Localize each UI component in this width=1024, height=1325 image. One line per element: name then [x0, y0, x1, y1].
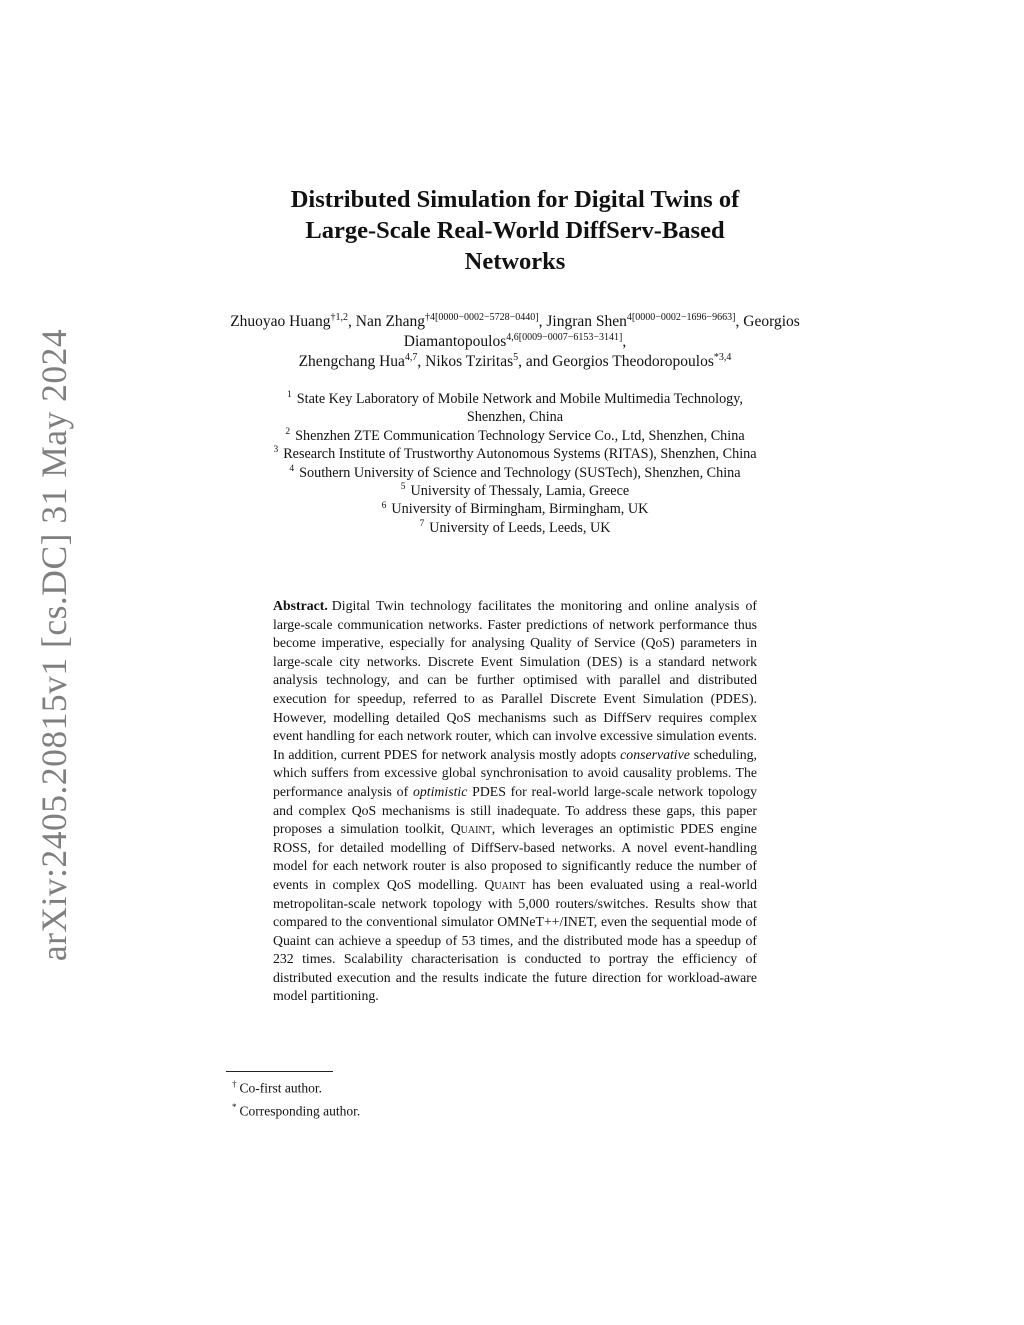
affiliation-item [200, 500, 830, 518]
abstract-emphasis: optimistic [412, 783, 468, 799]
affiliation-number: 3 [273, 445, 279, 456]
abstract-emphasis: conservative [620, 746, 690, 762]
affiliation-list [200, 390, 830, 537]
affiliation-text: University of Leeds, Leeds, UK [429, 519, 611, 536]
affiliation-number: 5 [400, 482, 406, 493]
affiliation-text: State Key Laboratory of Mobile Network and Mobile Multimedia Technology, [296, 391, 743, 407]
affiliation-item [200, 390, 830, 408]
author-name: Nan Zhang [355, 313, 426, 330]
affiliation-number: 4 [289, 463, 295, 474]
author-name: Zhuoyao Huang [230, 313, 331, 330]
footnote-mark: * [232, 1101, 237, 1112]
affiliation-text: Research Institute of Trustworthy Autonomous Systems (RITAS), Shenzhen, China [283, 446, 757, 463]
author-separator: , [417, 353, 426, 370]
title-line: Large-Scale Real-World DiffServ-Based [305, 217, 725, 244]
abstract-label: Abstract. [273, 598, 328, 613]
abstract [273, 597, 757, 1006]
paper-title [200, 184, 830, 277]
affiliation-text: University of Thessaly, Lamia, Greece [410, 483, 630, 500]
abstract-text: scheduling, which suffers from excessive global synchronisation to avoid causality problems. The performance analysis of [273, 746, 757, 799]
affiliation-text: Shenzhen ZTE Communication Technology Service Co., Ltd, Shenzhen, China [295, 427, 745, 444]
abstract-text: has been evaluated using a real-world metropolitan-scale network topology with 5,000 routers/switches. Results show that compared to the conventional simulator OMNeT++/INET, even the sequential mode of Quaint can achieve a speedup of 53 times, and the distributed mode has a speedup of 232 times. Scalability characterisation is conducted to portray the efficiency of distributed execution and the results indicate the future direction for workload-aware model partitioning. [273, 876, 757, 1004]
author-name: Jingran Shen [546, 313, 627, 330]
affiliation-number: 6 [381, 500, 387, 511]
abstract-text: Digital Twin technology facilitates the monitoring and online analysis of large-scale communication networks. Faster predictions of network performance thus become imperative, especially for analysing Quality of Service (QoS) parameters in large-scale city networks. Discrete Event Simulation (DES) is a standard network analysis technology, and can be further optimised with parallel and distributed execution for speedup, referred to as Parallel Discrete Event Simulation (PDES). However, modelling detailed QoS mechanisms such as DiffServ requires complex event handling for each network router, which can involve excessive simulation events. In addition, current PDES for network analysis mostly adopts [273, 598, 757, 762]
author-name: Nikos Tziritas [425, 353, 514, 370]
author-separator: , [622, 333, 627, 350]
affiliation-item [200, 427, 830, 445]
author-separator: , [348, 313, 356, 330]
footnote [232, 1098, 360, 1121]
footnote-mark: † [232, 1079, 237, 1089]
author-name: Georgios Theodoropoulos [552, 353, 714, 370]
arxiv-identifier-text: arXiv:2405.20815v1 [cs.DC] 31 May 2024 [34, 328, 74, 962]
affiliation-item [200, 482, 830, 500]
footnote-divider [226, 1071, 333, 1072]
tool-name: Quaint [450, 821, 492, 837]
affiliation-item [200, 445, 830, 463]
footnote-text: Corresponding author. [239, 1103, 361, 1118]
title-line: Networks [464, 248, 566, 275]
footnote [232, 1075, 360, 1098]
affiliation-item [200, 519, 830, 537]
abstract-text: , which leverages an optimistic PDES engine ROSS, for detailed modelling of DiffServ-based networks. A novel event-handling model for each network router is also proposed to significantly reduce the number of events in complex QoS modelling. [273, 821, 757, 892]
footnote-text: Co-first author. [239, 1080, 322, 1096]
author-separator: , and [518, 353, 553, 370]
author-separator: , [538, 313, 547, 330]
affiliation-item [200, 464, 830, 482]
affiliation-number: 2 [285, 427, 291, 438]
affiliation-text: Southern University of Science and Technology (SUSTech), Shenzhen, China [299, 464, 741, 481]
tool-name: Quaint [484, 876, 526, 892]
author-affiliation-mark: †4[0000−0002−5728−0440] [425, 311, 539, 323]
footnotes [232, 1075, 360, 1120]
title-line: Distributed Simulation for Digital Twins of [290, 186, 740, 213]
affiliation-text: University of Birmingham, Birmingham, UK [391, 501, 649, 518]
author-affiliation-mark: 5 [513, 351, 519, 363]
affiliation-number: 1 [287, 390, 292, 401]
abstract-text: PDES for real-world large-scale network topology and complex QoS mechanisms is still inadequate. To address these gaps, this paper proposes a simulation toolkit, [273, 783, 758, 837]
author-affiliation-mark: 4[0000−0002−1696−9663] [626, 311, 736, 323]
author-name: Georgios Diamantopoulos [403, 313, 800, 350]
author-affiliation-mark: 4,6[0009−0007−6153−3141] [506, 331, 623, 343]
affiliation-item-continued: Shenzhen, China [466, 409, 564, 426]
author-list [212, 312, 818, 372]
author-name: Zhengchang Hua [298, 353, 405, 370]
author-affiliation-mark: 4,7 [404, 351, 418, 363]
author-separator: , [735, 313, 744, 330]
affiliation-number: 7 [419, 519, 425, 530]
author-affiliation-mark: †1,2 [330, 311, 348, 323]
author-affiliation-mark: *3,4 [713, 351, 732, 363]
